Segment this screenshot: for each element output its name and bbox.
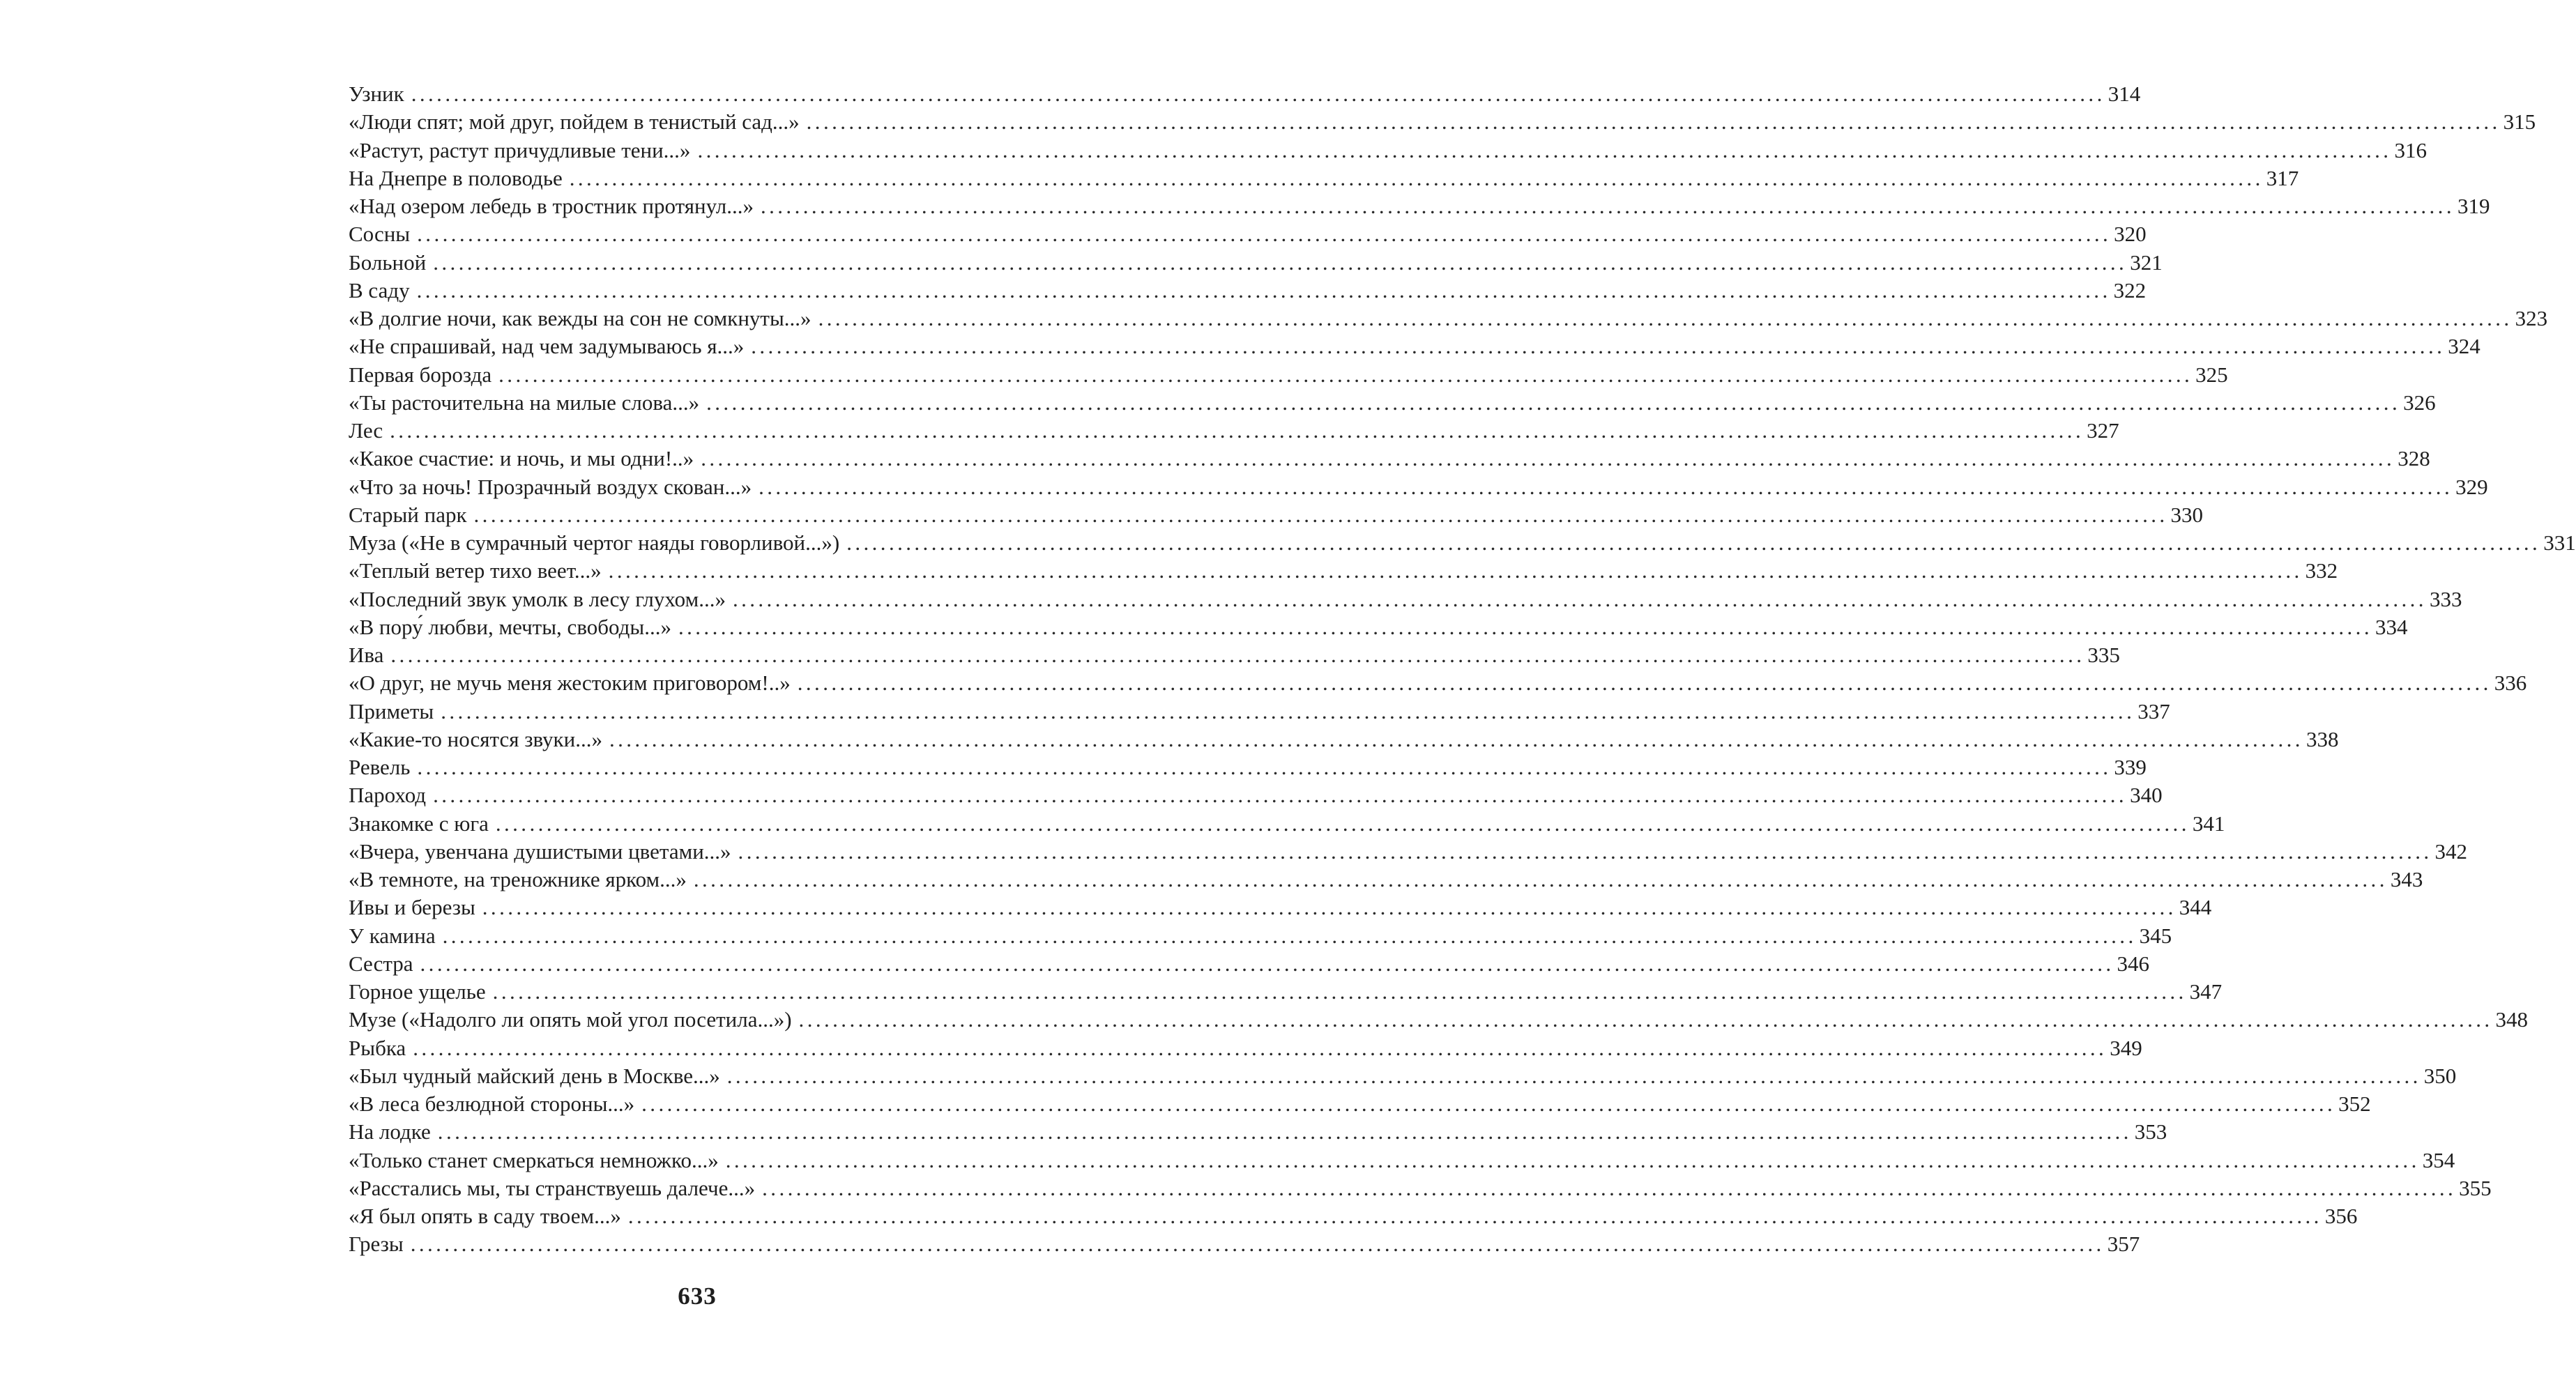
toc-entry <box>349 361 2228 389</box>
toc-entry <box>349 1174 2492 1202</box>
toc-entry <box>349 557 2338 585</box>
toc-entry <box>349 978 2223 1006</box>
dot-leader: ........................................................................................................................................................................................................ <box>390 643 2085 667</box>
toc-entry-title: Горное ущелье <box>349 979 486 1004</box>
toc-entry-title: Лес <box>349 418 383 443</box>
toc-entry-page: 316 <box>2394 137 2427 162</box>
toc-entry-title: «В пору́ любви, мечты, свободы...» <box>349 614 671 639</box>
dot-leader: ........................................................................................................................................................................................................ <box>390 418 2085 443</box>
toc-entry-title: Первая борозда <box>349 362 492 387</box>
toc-entry-page: 323 <box>2515 306 2548 330</box>
toc-entry <box>349 1147 2455 1174</box>
toc-entry <box>349 192 2490 220</box>
dot-leader: ........................................................................................................................................................................................................ <box>420 951 2114 976</box>
toc-entry-page: 327 <box>2087 418 2119 443</box>
toc-entry <box>349 529 2576 557</box>
toc-entry-page: 317 <box>2266 165 2299 190</box>
toc-entry-page: 330 <box>2170 502 2204 527</box>
toc-entry-title: Старый парк <box>349 502 467 527</box>
dot-leader: ........................................................................................................................................................................................................ <box>818 306 2513 330</box>
toc-entry <box>349 641 2120 669</box>
toc-entry <box>349 753 2147 781</box>
toc-entry-page: 331 <box>2543 530 2576 555</box>
dot-leader: ........................................................................................................................................................................................................ <box>417 222 2112 247</box>
dot-leader: ........................................................................................................................................................................................................ <box>437 1119 2132 1144</box>
toc-entry-title: «Какое счастие: и ночь, и мы одни!..» <box>349 446 694 471</box>
dot-leader: ........................................................................................................................................................................................................ <box>725 1147 2420 1172</box>
dot-leader: ........................................................................................................................................................................................................ <box>473 502 2168 527</box>
toc-entry-title: «Вчера, увенчана душистыми цветами...» <box>349 838 731 864</box>
dot-leader: ........................................................................................................................................................................................................ <box>726 1063 2421 1088</box>
toc-entry-title: «Что за ночь! Прозрачный воздух скован...» <box>349 474 752 499</box>
dot-leader: ........................................................................................................................................................................................................ <box>482 895 2177 920</box>
toc-entry-title: Ревель <box>349 755 411 779</box>
dot-leader: ........................................................................................................................................................................................................ <box>759 474 2453 499</box>
toc-entry <box>349 922 2172 950</box>
dot-leader: ........................................................................................................................................................................................................ <box>697 137 2392 162</box>
dot-leader: ........................................................................................................................................................................................................ <box>678 614 2372 639</box>
toc-entry-page: 356 <box>2324 1204 2358 1228</box>
dot-leader: ........................................................................................................................................................................................................ <box>760 194 2455 218</box>
toc-entry <box>349 613 2408 641</box>
toc-entry-page: 347 <box>2189 979 2223 1004</box>
dot-leader: ........................................................................................................................................................................................................ <box>706 390 2401 415</box>
toc-entry-page: 315 <box>2503 109 2536 135</box>
dot-leader: ........................................................................................................................................................................................................ <box>762 1175 2457 1200</box>
dot-leader: ........................................................................................................................................................................................................ <box>413 1035 2108 1060</box>
toc-entry-page: 325 <box>2195 362 2228 387</box>
toc-entry-title: «Последний звук умолк в лесу глухом...» <box>349 586 726 611</box>
toc-entry-title: «Был чудный майский день в Москве...» <box>349 1063 720 1088</box>
toc-entry-page: 322 <box>2113 277 2147 302</box>
dot-leader: ........................................................................................................................................................................................................ <box>495 811 2190 836</box>
toc-entry-title: «В леса безлюдной стороны...» <box>349 1092 635 1116</box>
dot-leader: ........................................................................................................................................................................................................ <box>433 783 2128 808</box>
toc-entry <box>349 781 2163 809</box>
toc-entry-page: 346 <box>2117 951 2150 976</box>
dot-leader: ........................................................................................................................................................................................................ <box>701 446 2395 471</box>
dot-leader: ........................................................................................................................................................................................................ <box>806 109 2501 135</box>
dot-leader: ........................................................................................................................................................................................................ <box>442 923 2137 948</box>
toc-entry <box>349 164 2299 192</box>
toc-entry-page: 329 <box>2455 474 2488 499</box>
dot-leader: ........................................................................................................................................................................................................ <box>416 277 2111 302</box>
table-of-contents <box>349 80 2576 1259</box>
toc-entry <box>349 585 2462 613</box>
toc-entry-page: 335 <box>2087 643 2120 667</box>
toc-entry-page: 314 <box>2108 82 2141 106</box>
toc-entry-title: Сестра <box>349 951 413 976</box>
toc-entry-title: «Расстались мы, ты странствуешь далече...» <box>349 1175 756 1200</box>
toc-entry <box>349 1090 2371 1118</box>
toc-entry-page: 326 <box>2403 390 2436 415</box>
toc-entry-title: «Не спрашивай, над чем задумываюсь я...» <box>349 334 745 359</box>
toc-entry-title: Сосны <box>349 222 411 247</box>
toc-entry <box>349 698 2170 726</box>
toc-entry-page: 334 <box>2375 614 2408 639</box>
toc-entry-page: 342 <box>2434 838 2468 864</box>
toc-entry <box>349 305 2548 332</box>
toc-entry-title: На лодке <box>349 1119 431 1144</box>
toc-entry <box>349 894 2212 921</box>
toc-entry <box>349 1230 2140 1258</box>
toc-entry-title: Приметы <box>349 698 434 723</box>
toc-entry-title: «Над озером лебедь в тростник протянул...» <box>349 194 754 218</box>
toc-entry <box>349 1034 2142 1062</box>
dot-leader: ........................................................................................................................................................................................................ <box>569 165 2264 190</box>
toc-entry <box>349 249 2163 277</box>
toc-entry-title: Узник <box>349 82 404 106</box>
page-number: 633 <box>678 1282 717 1310</box>
toc-entry-title: «Только станет смеркаться немножко...» <box>349 1147 719 1172</box>
toc-entry-title: «Люди спят; мой друг, пойдем в тенистый сад...» <box>349 109 800 135</box>
toc-entry <box>349 1202 2358 1230</box>
toc-entry <box>349 220 2147 248</box>
toc-entry <box>349 950 2150 978</box>
toc-entry-page: 337 <box>2137 698 2170 723</box>
toc-entry-title: Ивы и березы <box>349 895 475 920</box>
toc-entry-page: 328 <box>2398 446 2430 471</box>
toc-entry <box>349 332 2480 360</box>
toc-entry-title: Рыбка <box>349 1035 406 1060</box>
toc-entry <box>349 1118 2167 1146</box>
dot-leader: ........................................................................................................................................................................................................ <box>797 671 2492 696</box>
toc-entry <box>349 501 2204 529</box>
toc-entry-page: 321 <box>2130 250 2163 275</box>
dot-leader: ........................................................................................................................................................................................................ <box>411 82 2105 106</box>
dot-leader: ........................................................................................................................................................................................................ <box>798 1007 2493 1032</box>
toc-entry-title: В саду <box>349 277 410 302</box>
toc-entry-page: 348 <box>2495 1007 2529 1032</box>
toc-entry-page: 338 <box>2306 726 2339 751</box>
toc-entry-page: 319 <box>2457 194 2490 218</box>
dot-leader: ........................................................................................................................................................................................................ <box>627 1204 2322 1228</box>
toc-entry-title: «В долгие ночи, как вежды на сон не сомкнуты...» <box>349 306 811 330</box>
toc-entry-page: 341 <box>2192 811 2225 836</box>
toc-entry-page: 353 <box>2134 1119 2167 1144</box>
toc-entry-title: «В темноте, на треножнике ярком...» <box>349 867 687 891</box>
toc-entry <box>349 810 2225 838</box>
toc-entry-title: «О друг, не мучь меня жестоким приговором!..» <box>349 671 791 696</box>
dot-leader: ........................................................................................................................................................................................................ <box>417 755 2112 779</box>
toc-entry-page: 320 <box>2114 222 2147 247</box>
toc-entry <box>349 473 2488 501</box>
dot-leader: ........................................................................................................................................................................................................ <box>609 726 2303 751</box>
toc-entry <box>349 726 2339 753</box>
dot-leader: ........................................................................................................................................................................................................ <box>641 1092 2336 1116</box>
dot-leader: ........................................................................................................................................................................................................ <box>738 838 2432 864</box>
dot-leader: ........................................................................................................................................................................................................ <box>751 334 2446 359</box>
dot-leader: ........................................................................................................................................................................................................ <box>410 1232 2105 1257</box>
toc-entry-page: 339 <box>2114 755 2147 779</box>
toc-entry-title: Больной <box>349 250 427 275</box>
toc-entry-page: 333 <box>2429 586 2462 611</box>
dot-leader: ........................................................................................................................................................................................................ <box>498 362 2193 387</box>
toc-entry-title: «Теплый ветер тихо веет...» <box>349 558 602 583</box>
toc-entry-page: 350 <box>2423 1063 2457 1088</box>
toc-entry-page: 352 <box>2338 1092 2371 1116</box>
toc-entry <box>349 669 2527 697</box>
dot-leader: ........................................................................................................................................................................................................ <box>846 530 2541 555</box>
toc-entry-page: 354 <box>2422 1147 2455 1172</box>
toc-entry-page: 324 <box>2448 334 2480 359</box>
toc-entry-title: На Днепре в половодье <box>349 165 563 190</box>
dot-leader: ........................................................................................................................................................................................................ <box>608 558 2303 583</box>
toc-entry-title: Грезы <box>349 1232 404 1257</box>
toc-entry-page: 336 <box>2494 671 2527 696</box>
toc-entry <box>349 1062 2457 1090</box>
toc-entry <box>349 389 2436 417</box>
toc-entry <box>349 1006 2529 1034</box>
toc-entry-page: 344 <box>2179 895 2212 920</box>
toc-entry-title: «Ты расточительна на милые слова...» <box>349 390 700 415</box>
toc-entry-title: Пароход <box>349 783 427 808</box>
toc-entry-page: 332 <box>2305 558 2338 583</box>
toc-entry <box>349 108 2536 136</box>
dot-leader: ........................................................................................................................................................................................................ <box>433 250 2128 275</box>
toc-entry-title: У камина <box>349 923 436 948</box>
dot-leader: ........................................................................................................................................................................................................ <box>492 979 2187 1004</box>
toc-entry-title: «Растут, растут причудливые тени...» <box>349 137 691 162</box>
toc-entry-title: Музе («Надолго ли опять мой угол посетила...») <box>349 1007 792 1032</box>
toc-entry <box>349 838 2468 866</box>
toc-entry <box>349 80 2141 108</box>
toc-entry <box>349 866 2423 894</box>
toc-entry <box>349 137 2427 164</box>
dot-leader: ........................................................................................................................................................................................................ <box>441 698 2135 723</box>
toc-entry-title: «Какие-то носятся звуки...» <box>349 726 602 751</box>
toc-entry-page: 357 <box>2107 1232 2140 1257</box>
dot-leader: ........................................................................................................................................................................................................ <box>693 867 2388 891</box>
dot-leader: ........................................................................................................................................................................................................ <box>732 586 2427 611</box>
toc-entry-page: 345 <box>2139 923 2172 948</box>
toc-entry <box>349 417 2119 445</box>
toc-entry-title: Ива <box>349 643 384 667</box>
toc-entry-title: Муза («Не в сумрачный чертог наяды говорливой...») <box>349 530 840 555</box>
toc-entry-title: Знакомке с юга <box>349 811 489 836</box>
toc-entry-page: 340 <box>2130 783 2163 808</box>
toc-entry-title: «Я был опять в саду твоем...» <box>349 1204 621 1228</box>
toc-entry-page: 343 <box>2390 867 2423 891</box>
toc-entry-page: 349 <box>2110 1035 2142 1060</box>
toc-entry <box>349 277 2147 305</box>
toc-entry <box>349 445 2430 473</box>
toc-entry-page: 355 <box>2459 1175 2492 1200</box>
